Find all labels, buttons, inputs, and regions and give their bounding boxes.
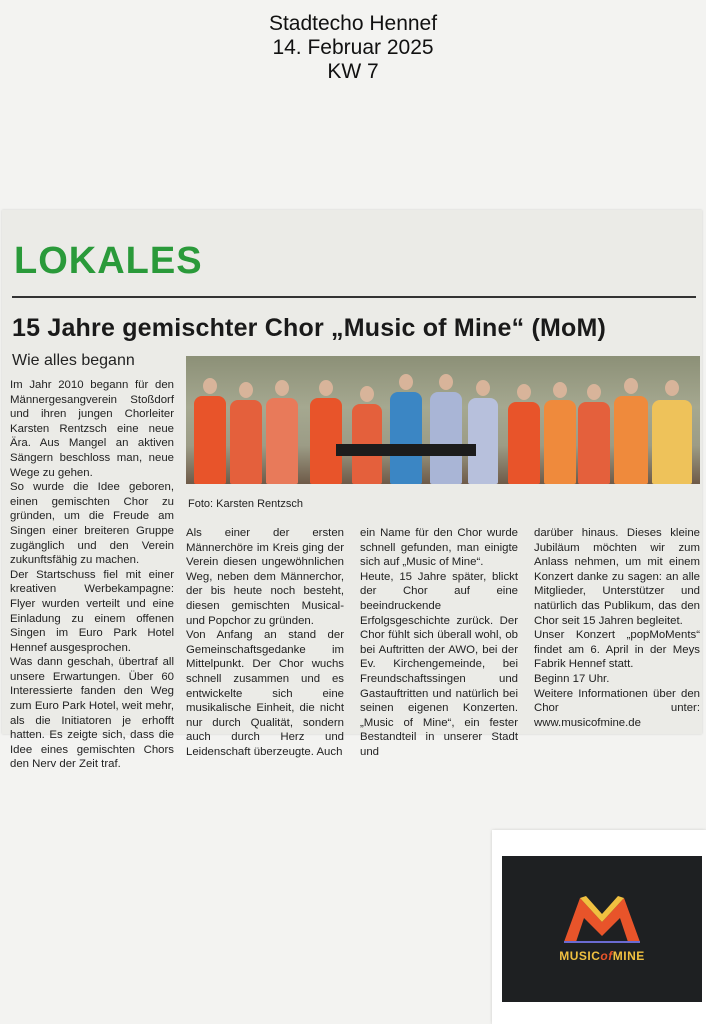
article-column-4: [534, 526, 700, 730]
paragraph: Der Startschuss fiel mit einer kreativen Werbekampagne: Flyer wurden verteilt und eine Einladung zu einem offenen Singen im Euro Park Hotel Hennef ausgesprochen.: [10, 568, 174, 654]
paragraph: Unser Konzert „popMoMents“ findet am 6. April in der Meys Fabrik Hennef statt.: [534, 629, 700, 671]
section-title: LOKALES: [14, 240, 203, 282]
article-subheadline: Wie alles begann: [12, 352, 135, 369]
article-headline: 15 Jahre gemischter Chor „Music of Mine“ (MoM): [12, 314, 607, 342]
paragraph: ein Name für den Chor wurde schnell gefunden, man einigte sich auf „Music of Mine“.: [360, 527, 518, 569]
logo-card: [492, 830, 706, 1024]
publication-name: Stadtecho Hennef: [268, 12, 438, 35]
logo-wordmark: MUSICofMINE: [559, 949, 645, 963]
logo-mark-icon: [502, 856, 702, 1002]
paragraph: Weitere Informationen über den Chor unter: www.musicofmine.de: [534, 687, 700, 729]
paragraph: Heute, 15 Jahre später, blickt der Chor auf eine beeindruckende Erfolgsgeschichte zurück. Der Chor fühlt sich überall wohl, ob bei Auftritten der AWO, bei der Ev. Kirchengemeinde, bei Freundschaftssingen und Gastauftritten und natürlich bei seinen eigenen Konzerten. „Music of Mine“, ein fester Bestandteil in unserer Stadt und: [360, 570, 518, 758]
paragraph: Beginn 17 Uhr.: [534, 672, 610, 685]
paragraph: darüber hinaus. Dieses kleine Jubiläum möchten wir zum Anlass nehmen, um mit einem Konzert danke zu sagen: an alle Mitglieder, Unterstützer und natürlich das Publikum, das den Chor seit 15 Jahren begleitet.: [534, 527, 700, 627]
article-column-1: [10, 378, 174, 772]
choir-photo: [186, 356, 700, 484]
photo-caption: Foto: Karsten Rentzsch: [188, 498, 303, 510]
section-divider: [12, 296, 696, 298]
paragraph: Von Anfang an stand der Gemeinschaftsgedanke im Mittelpunkt. Der Chor wuchs schnell zusammen und es entwickelte sich eine musikalische Einheit, die nicht nur durch Qualität, sondern auch durch Herz und Leidenschaft überzeugte. Auch: [186, 629, 344, 758]
newspaper-clipping: [2, 210, 702, 771]
paragraph: Was dann geschah, übertraf all unsere Erwartungen. Über 60 Interessierte fanden den Weg zum Euro Park Hotel, weit mehr, als die Initiatoren je erhofft hatten. Es zeigte sich, dass die Idee eines gemischten Chors den Nerv der Zeit traf.: [10, 656, 174, 771]
paragraph: So wurde die Idee geboren, einen gemischten Chor zu gründen, um die Freude am Singen einer breiteren Gruppe zugänglich und den Verein zukunftsfähig zu machen.: [10, 481, 174, 567]
page-header: [0, 12, 706, 84]
music-of-mine-logo: [502, 856, 702, 1002]
article-column-2: [186, 526, 344, 760]
publication-date: 14. Februar 2025: [272, 36, 434, 59]
calendar-week: KW 7: [327, 60, 379, 83]
paragraph: Im Jahr 2010 begann für den Männergesangverein Stoßdorf und ihren jungen Chorleiter Karsten Rentzsch eine neue Ära. Aus Mangel an aktiven Sängern beschloss man, neue Wege zu gehen.: [10, 379, 174, 479]
paragraph: Als einer der ersten Männerchöre im Kreis ging der Verein diesen ungewöhnlichen Weg, neben dem Männerchor, der bis heute noch besteht, diesen gemischten Musical- und Popchor zu gründen.: [186, 527, 344, 627]
article-column-3: [360, 526, 518, 760]
